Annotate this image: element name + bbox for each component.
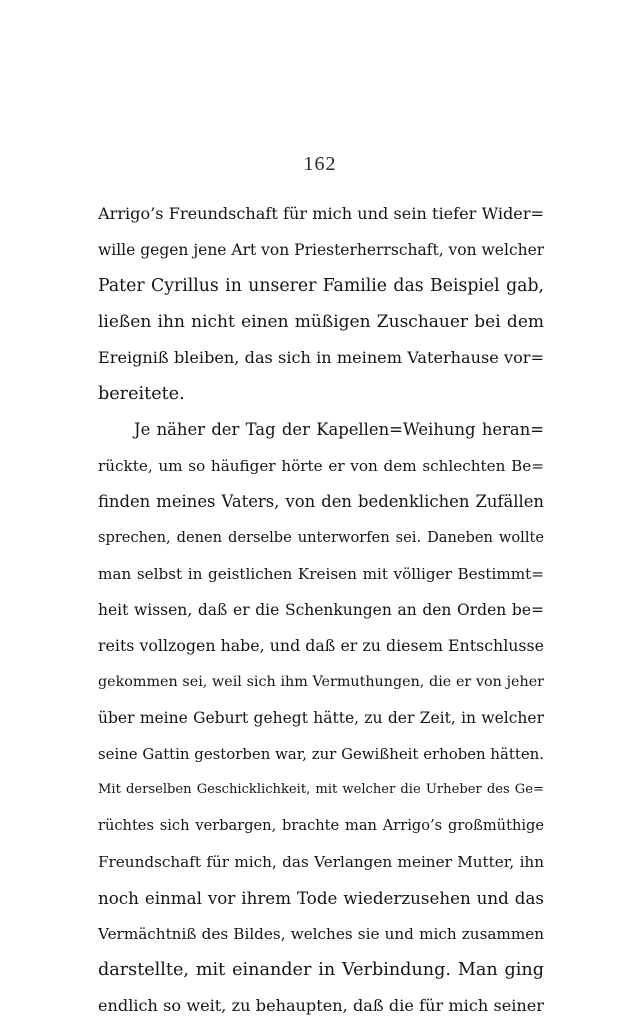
text-line: bereitete. [98, 384, 185, 404]
text-line: noch einmal vor ihrem Tode wiederzusehen und das [98, 888, 544, 908]
text-line: darstellte, mit einander in Verbindung. Man ging [98, 960, 544, 980]
text-line: über meine Geburt gehegt hätte, zu der Zeit, in welcher [98, 709, 544, 727]
text-line: Vermächtniß des Bildes, welches sie und mich zusammen [98, 925, 544, 943]
text-line: ließen ihn nicht einen müßigen Zuschauer bei dem [98, 312, 544, 332]
text-line: Pater Cyrillus in unserer Familie das Beispiel gab, [98, 276, 544, 296]
text-line: Mit derselben Geschicklichkeit, mit welcher die Urheber des Ge= [98, 782, 544, 797]
text-line: rückte, um so häufiger hörte er von dem schlechten Be= [98, 457, 544, 475]
text-line: Freundschaft für mich, das Verlangen meiner Mutter, ihn [98, 853, 544, 871]
text-line: wille gegen jene Art von Priesterherrschaft, von welcher [98, 241, 544, 259]
page-number: 162 [303, 153, 337, 175]
text-line: Arrigo’s Freundschaft für mich und sein tiefer Wider= [98, 204, 544, 223]
text-line: rüchtes sich verbargen, brachte man Arrigo’s großmüthige [98, 817, 544, 834]
paragraph-start-line: Je näher der Tag der Kapellen=Weihung heran= [134, 420, 544, 439]
text-line: reits vollzogen habe, und daß er zu diesem Entschlusse [98, 636, 544, 655]
text-line: Ereigniß bleiben, das sich in meinem Vaterhause vor= [98, 348, 544, 367]
body-text [98, 196, 544, 1024]
text-line: seine Gattin gestorben war, zur Gewißheit erhoben hätten. [98, 745, 544, 763]
text-line: gekommen sei, weil sich ihm Vermuthungen, die er von jeher [98, 674, 544, 690]
text-line: finden meines Vaters, von den bedenklichen Zufällen [98, 492, 544, 511]
text-line: heit wissen, daß er die Schenkungen an den Orden be= [98, 601, 544, 619]
text-line: man selbst in geistlichen Kreisen mit völliger Bestimmt= [98, 565, 544, 583]
text-line: endlich so weit, zu behaupten, daß die für mich seiner [98, 996, 544, 1015]
text-line: sprechen, denen derselbe unterworfen sei. Daneben wollte [98, 529, 544, 546]
